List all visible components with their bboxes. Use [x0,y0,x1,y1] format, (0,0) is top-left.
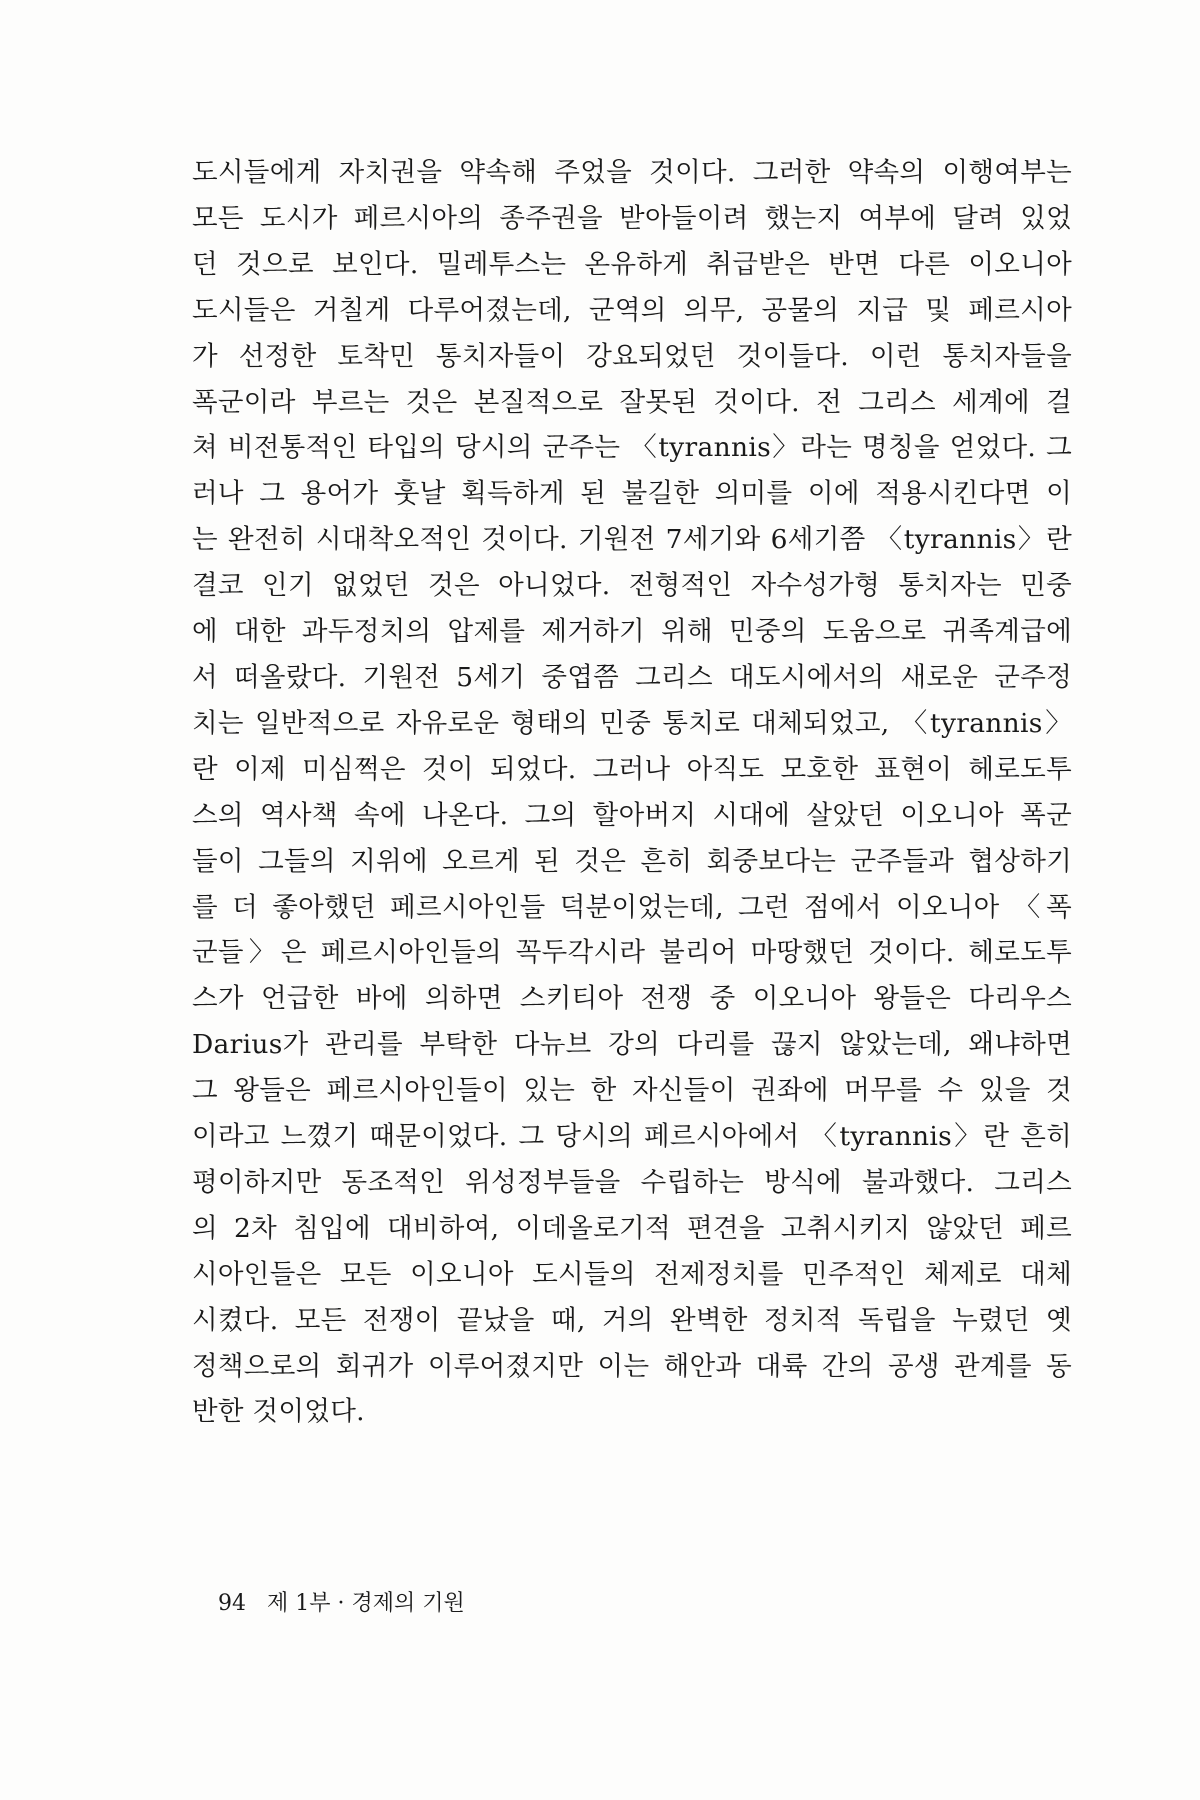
text-line: 모든 도시가 페르시아의 종주권을 받아들이려 했는지 여부에 달려 있었 [192,202,1072,234]
text-line: Darius가 관리를 부탁한 다뉴브 강의 다리를 끊지 않았는데, 왜냐하면 [192,1029,1072,1061]
text-line: 정책으로의 회귀가 이루어졌지만 이는 해안과 대륙 간의 공생 관계를 동 [192,1350,1072,1382]
text-line: 시아인들은 모든 이오니아 도시들의 전제정치를 민주적인 체제로 대체 [192,1258,1072,1290]
page-footer [218,1586,465,1617]
section-title: 제 1부 · 경제의 기원 [267,1591,465,1616]
text-line: 쳐 비전통적인 타입의 당시의 군주는 〈tyrannis〉라는 명칭을 얻었다. 그 [192,432,1072,464]
text-line: 도시들에게 자치권을 약속해 주었을 것이다. 그러한 약속의 이행여부는 [192,157,1072,188]
text-line: 스의 역사책 속에 나온다. 그의 할아버지 시대에 살았던 이오니아 폭군 [192,799,1072,831]
text-line: 들이 그들의 지위에 오르게 된 것은 흔히 회중보다는 군주들과 협상하기 [192,845,1072,877]
text-line: 그 왕들은 페르시아인들이 있는 한 자신들이 권좌에 머무를 수 있을 것 [192,1075,1072,1107]
text-line: 시켰다. 모든 전쟁이 끝났을 때, 거의 완벽한 정치적 독립을 누렸던 옛 [192,1304,1072,1336]
text-line: 가 선정한 토착민 통치자들이 강요되었던 것이들다. 이런 통치자들을 [192,340,1072,372]
page-number: 94 [218,1591,246,1616]
text-line: 결코 인기 없었던 것은 아니었다. 전형적인 자수성가형 통치자는 민중 [192,570,1072,602]
text-line: 러나 그 용어가 훗날 획득하게 된 불길한 의미를 이에 적용시킨다면 이 [192,478,1072,510]
text-line: 이라고 느꼈기 때문이었다. 그 당시의 페르시아에서 〈tyrannis〉란 흔히 [192,1121,1072,1153]
text-line: 도시들은 거칠게 다루어졌는데, 군역의 의무, 공물의 지급 및 페르시아 [192,294,1072,326]
text-line: 반한 것이었다. [192,1396,365,1428]
text-line: 란 이제 미심쩍은 것이 되었다. 그러나 아직도 모호한 표현이 헤로도투 [192,753,1072,785]
text-line: 를 더 좋아했던 페르시아인들 덕분이었는데, 그런 점에서 이오니아 〈폭 [192,891,1072,923]
text-line: 의 2차 침입에 대비하여, 이데올로기적 편견을 고취시키지 않았던 페르 [192,1212,1072,1244]
body-paragraph [192,150,1072,1435]
text-line: 평이하지만 동조적인 위성정부들을 수립하는 방식에 불과했다. 그리스 [192,1166,1072,1198]
text-line: 던 것으로 보인다. 밀레투스는 온유하게 취급받은 반면 다른 이오니아 [192,248,1072,280]
text-line: 스가 언급한 바에 의하면 스키티아 전쟁 중 이오니아 왕들은 다리우스 [192,983,1072,1015]
text-line: 에 대한 과두정치의 압제를 제거하기 위해 민중의 도움으로 귀족계급에 [192,616,1072,648]
text-line: 폭군이라 부르는 것은 본질적으로 잘못된 것이다. 전 그리스 세계에 걸 [192,386,1072,418]
text-line: 치는 일반적으로 자유로운 형태의 민중 통치로 대체되었고, 〈tyrannis〉 [192,707,1072,739]
text-line: 서 떠올랐다. 기원전 5세기 중엽쯤 그리스 대도시에서의 새로운 군주정 [192,661,1072,693]
text-line: 는 완전히 시대착오적인 것이다. 기원전 7세기와 6세기쯤 〈tyrannis〉란 [192,524,1072,556]
text-line: 군들〉은 페르시아인들의 꼭두각시라 불리어 마땅했던 것이다. 헤로도투 [192,937,1072,969]
